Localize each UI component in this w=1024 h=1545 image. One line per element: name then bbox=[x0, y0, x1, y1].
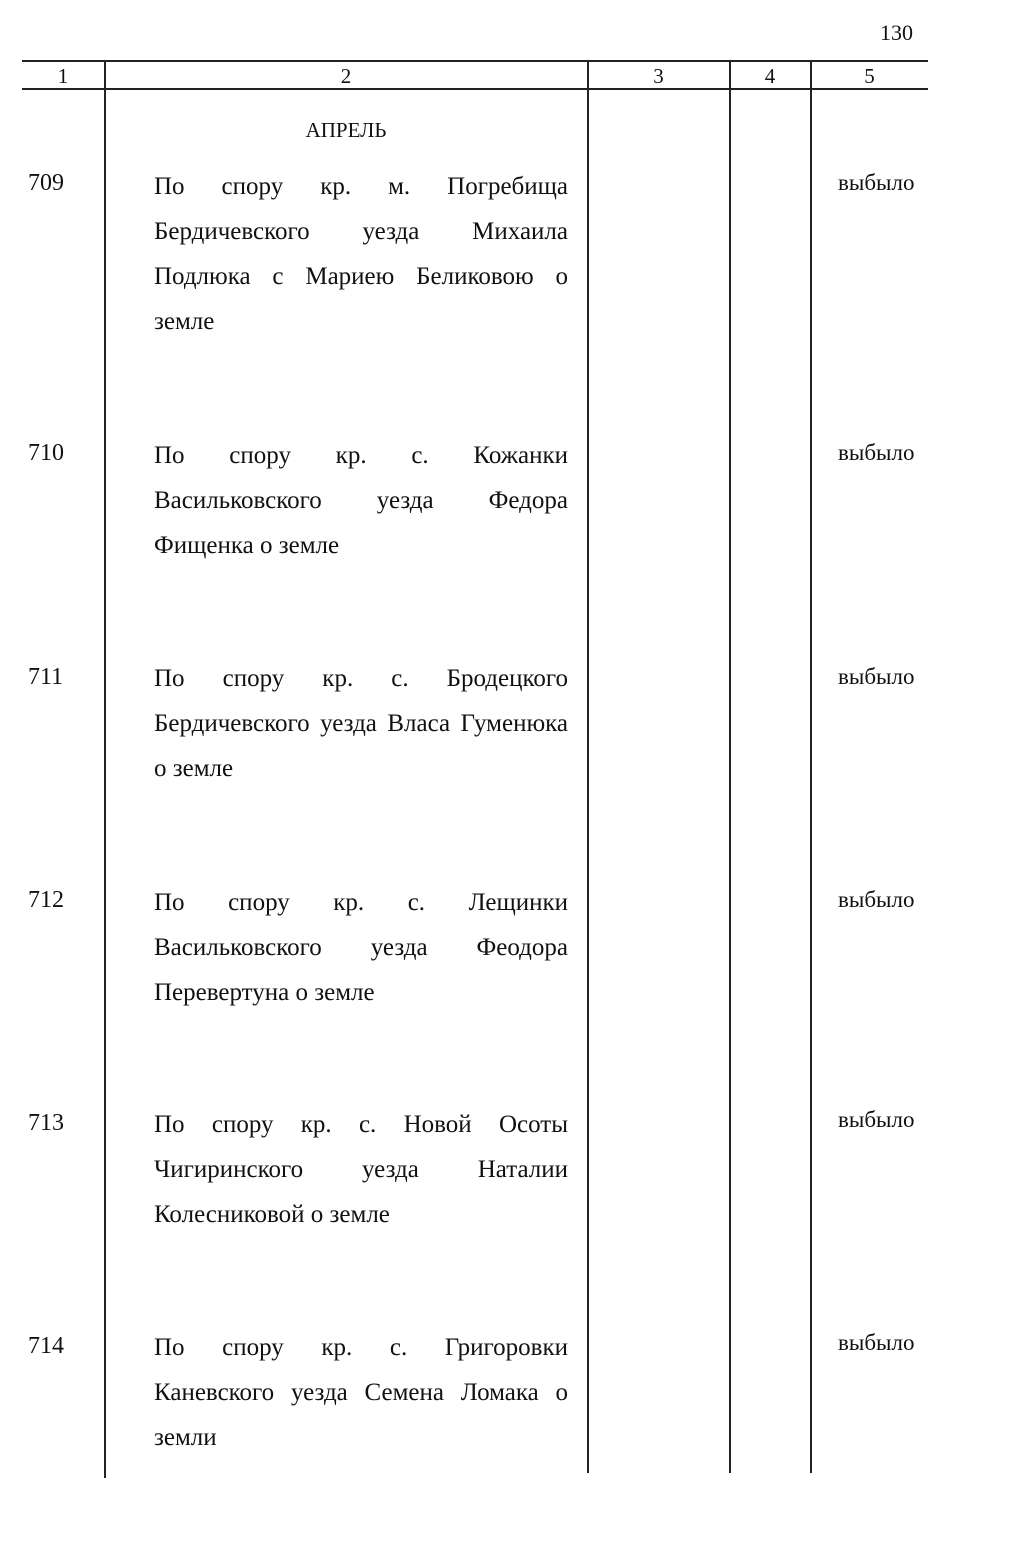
column-divider-4 bbox=[810, 60, 812, 1473]
row-number: 714 bbox=[28, 1333, 64, 1359]
row-status: выбыло bbox=[838, 664, 915, 689]
column-header-5: 5 bbox=[864, 64, 875, 88]
column-header-4: 4 bbox=[764, 64, 776, 88]
row-description: По спору кр. с. Бродецкого Бердичевского уезда Власа Гуменюка о земле bbox=[154, 665, 568, 782]
row-description: По спору кр. с. Григоровки Каневского уезда Семена Ломака о земли bbox=[154, 1334, 568, 1451]
column-header-1: 1 bbox=[57, 64, 69, 88]
row-description: По спору кр. с. Кожанки Васильковского уезда Федора Фищенка о земле bbox=[154, 442, 568, 559]
row-number: 711 bbox=[28, 664, 64, 690]
row-number: 712 bbox=[28, 887, 64, 913]
page-number: 130 bbox=[880, 20, 913, 45]
row-description: По спору кр. м. Погребища Бердичевского уезда Михаила Подлюка с Мариею Беликовою о земле bbox=[154, 173, 568, 335]
column-divider-1 bbox=[104, 60, 106, 1478]
row-status: выбыло bbox=[838, 1330, 915, 1355]
row-number: 709 bbox=[28, 170, 64, 196]
table-top-rule bbox=[22, 60, 928, 62]
row-number: 713 bbox=[28, 1110, 64, 1136]
column-divider-2 bbox=[587, 60, 589, 1473]
column-header-3: 3 bbox=[653, 64, 664, 88]
row-description: По спору кр. с. Новой Осоты Чигиринского уезда Наталии Колесниковой о земле bbox=[154, 1111, 568, 1228]
row-status: выбыло bbox=[838, 1107, 915, 1132]
row-description: По спору кр. с. Лещинки Васильковского уезда Феодора Перевертуна о земле bbox=[154, 889, 568, 1006]
row-status: выбыло bbox=[838, 170, 915, 195]
row-number: 710 bbox=[28, 440, 64, 466]
row-status: выбыло bbox=[838, 887, 915, 912]
row-status: выбыло bbox=[838, 440, 915, 465]
column-divider-3 bbox=[729, 60, 731, 1473]
section-label-month: АПРЕЛЬ bbox=[305, 118, 387, 142]
column-header-2: 2 bbox=[340, 64, 352, 88]
